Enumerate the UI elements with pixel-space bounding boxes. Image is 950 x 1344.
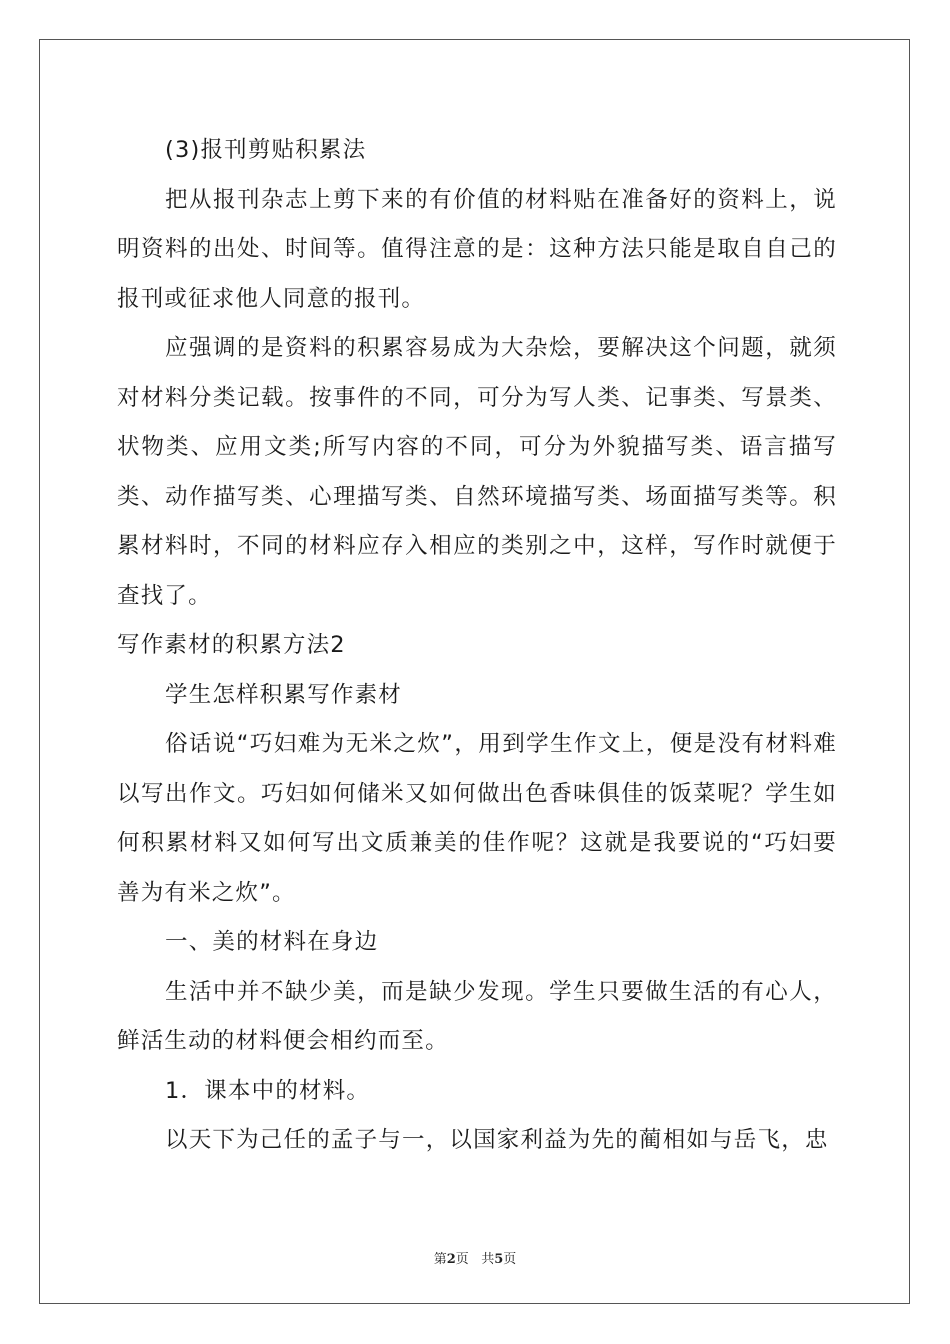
list-item-textbook: 1．课本中的材料。 — [165, 1077, 371, 1104]
paragraph-proverb: 俗话说“巧妇难为无米之炊”，用到学生作文上，便是没有材料难以写出作文。巧妇如何储米又如何做出色香味俱佳的饭菜呢？学生如何积累材料又如何写出文质兼美的佳作呢？这就是我要说的“巧妇要善为有米之炊”。 — [117, 731, 837, 906]
footer-page-word: 页 — [455, 1252, 469, 1267]
footer-total-prefix: 共 — [481, 1252, 495, 1267]
subtitle: 学生怎样积累写作素材 — [165, 681, 403, 708]
paragraph-life-beauty: 生活中并不缺少美，而是缺少发现。学生只要做生活的有心人，鲜活生动的材料便会相约而至。 — [117, 978, 837, 1054]
paragraph-classification: 应强调的是资料的积累容易成为大杂烩，要解决这个问题，就须对材料分类记载。按事件的不同，可分为写人类、记事类、写景类、状物类、应用文类;所写内容的不同，可分为外貌描写类、语言描写类、动作描写类、心理描写类、自然环境描写类、场面描写类等。积累材料时，不同的材料应存入相应的类别之中，这样，写作时就便于查找了。 — [117, 335, 837, 609]
paragraph-clipping-description: 把从报刊杂志上剪下来的有价值的材料贴在准备好的资料上，说明资料的出处、时间等。值得注意的是：这种方法只能是取自自己的报刊或征求他人同意的报刊。 — [117, 186, 837, 312]
footer-total-pages: 5 — [494, 1252, 504, 1267]
subheading-one: 一、美的材料在身边 — [165, 929, 379, 955]
paragraph-method-3-title: (3)报刊剪贴积累法 — [165, 137, 367, 163]
page-footer — [0, 1248, 950, 1267]
document-body — [117, 126, 837, 1166]
footer-current-page: 2 — [446, 1252, 456, 1267]
section-heading: 写作素材的积累方法2 — [117, 632, 346, 658]
paragraph-examples: 以天下为己任的孟子与一，以国家利益为先的蔺相如与岳飞，忠 — [165, 1127, 829, 1153]
footer-prefix: 第 — [433, 1252, 447, 1267]
footer-total-suffix: 页 — [503, 1252, 517, 1267]
